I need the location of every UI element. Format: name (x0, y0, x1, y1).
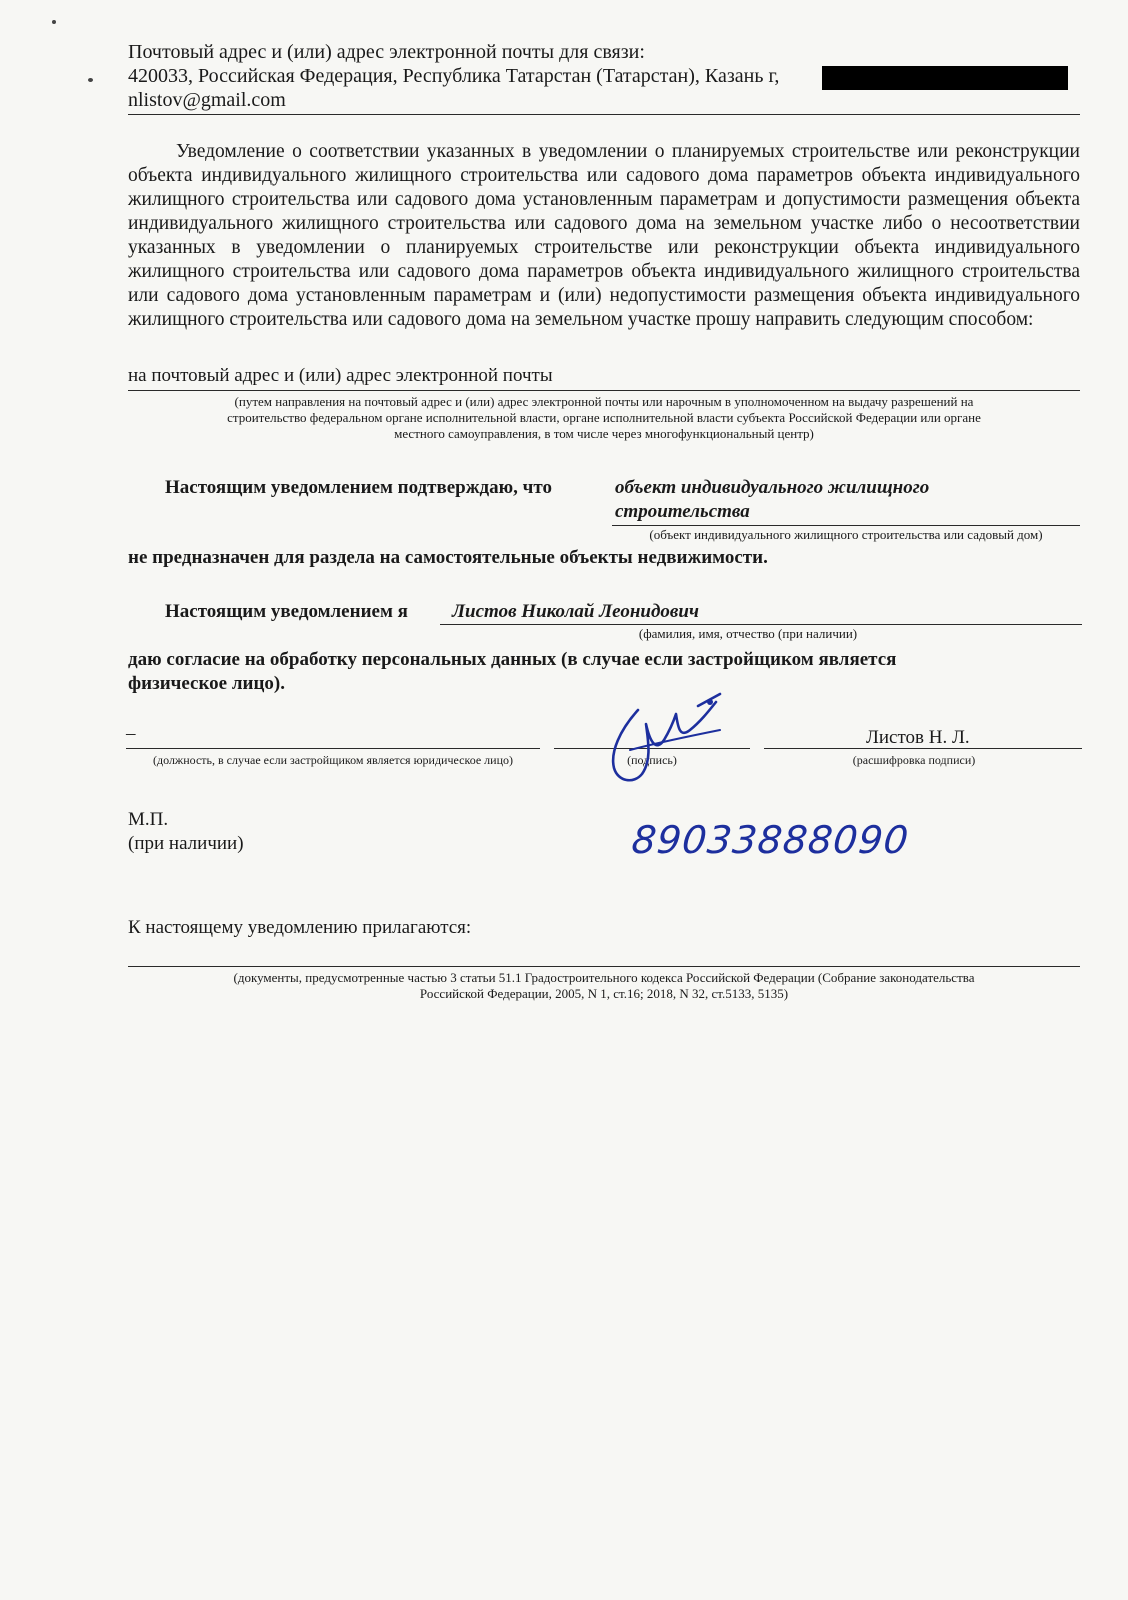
redaction-bar (822, 66, 1068, 90)
delivery-underline (128, 390, 1080, 391)
confirmation-object-hint: (объект индивидуального жилищного строительства или садовый дом) (649, 527, 1043, 542)
consent-name-underline (440, 624, 1082, 625)
notice-paragraph: Уведомление о соответствии указанных в уведомлении о планируемых строительстве или реконструкции объекта индивидуального жилищного строительства или садового дома параметров объекта индивидуального жилищного строительства или садового дома установленным параметрам и допустимости размещения объекта индивидуального жилищного строительства или садового дома на земельном участке либо о несоответствии указанных в уведомлении о планируемых строительстве или реконструкции объекта индивидуального жилищного строительства или садового дома параметров объекта индивидуального жилищного строительства или садового дома установленным параметрам и (или) недопустимости размещения объекта индивидуального жилищного строительства или садового дома на земельном участке прошу направить следующим способом: (128, 141, 1080, 330)
decoded-underline (764, 748, 1082, 749)
scan-speck (88, 78, 93, 82)
consent-name-hint: (фамилия, имя, отчество (при наличии) (638, 626, 858, 641)
consent-lead: Настоящим уведомлением я (165, 601, 408, 622)
confirmation-underline (612, 525, 1080, 526)
position-value: – (126, 723, 136, 744)
delivery-hint (128, 394, 1080, 442)
confirmation-lead: Настоящим уведомлением подтверждаю, что (165, 477, 552, 498)
attachments-hint-line: (документы, предусмотренные частью 3 статьи 51.1 Градостроительного кодекса Российской Федерации (Собрание законодательства (233, 970, 975, 985)
position-underline (126, 748, 540, 749)
consent-line1: даю согласие на обработку персональных данных (в случае если застройщиком является (128, 649, 897, 670)
stamp-mp-hint: (при наличии) (128, 833, 244, 854)
decoded-signature-value: Листов Н. Л. (866, 727, 970, 748)
delivery-hint-line: (путем направления на почтовый адрес и (или) адрес электронной почты или нарочным в уполномоченном на выдачу разрешений на (234, 394, 974, 409)
signature-hint: (подпись) (627, 753, 677, 767)
confirmation-tail: не предназначен для раздела на самостоятельные объекты недвижимости. (128, 547, 768, 568)
address-email: nlistov@gmail.com (128, 89, 286, 111)
address-underline (128, 114, 1080, 115)
confirmation-object-line2: строительства (615, 501, 750, 522)
attachments-hint (128, 970, 1080, 1002)
handwritten-phone: 89033888090 (629, 818, 912, 862)
delivery-hint-line: местного самоуправления, в том числе через многофункциональный центр) (394, 426, 814, 441)
delivery-hint-line: строительство федеральном органе исполнительной власти, органе исполнительной власти субъекта Российской Федерации или органе (227, 410, 981, 425)
address-postal: 420033, Российская Федерация, Республика Татарстан (Татарстан), Казань г, (128, 65, 780, 87)
stamp-mp: М.П. (128, 809, 169, 830)
position-hint: (должность, в случае если застройщиком является юридическое лицо) (153, 753, 513, 767)
delivery-method-value: на почтовый адрес и (или) адрес электронной почты (128, 365, 553, 386)
decoded-hint: (расшифровка подписи) (852, 753, 976, 767)
attachments-underline (128, 966, 1080, 967)
handwritten-signature (590, 690, 750, 800)
confirmation-object-line1: объект индивидуального жилищного (615, 477, 930, 498)
scan-speck (52, 20, 56, 24)
consent-name: Листов Николай Леонидович (452, 601, 699, 622)
attachments-hint-line: Российской Федерации, 2005, N 1, ст.16; 2018, N 32, ст.5133, 5135) (419, 986, 789, 1001)
attachments-label: К настоящему уведомлению прилагаются: (128, 917, 472, 938)
consent-line2: физическое лицо). (128, 673, 286, 694)
address-label: Почтовый адрес и (или) адрес электронной почты для связи: (128, 41, 645, 63)
